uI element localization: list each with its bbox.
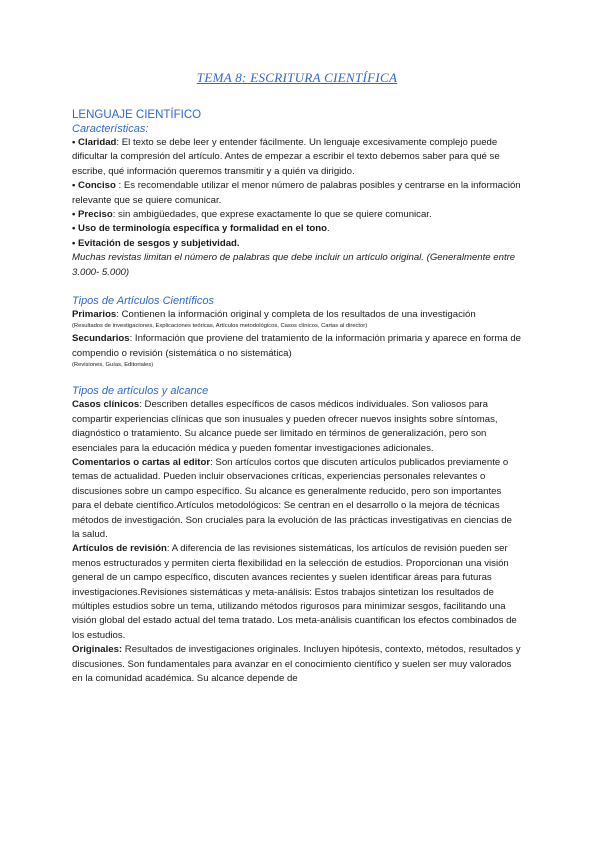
secundarios-paragraph: Secundarios: Información que proviene del tratamiento de la información primaria y aparece en forma de compendio o revisión (sistemática o no sistemática) [72,333,522,359]
tipos-heading: Tipos de Artículos Científicos [72,295,214,308]
item-conciso: • Conciso : Es recomendable utilizar el menor número de palabras posibles y centrarse en la información relevante que se quiere comunicar. [72,180,521,206]
revision-paragraph: Artículos de revisión: A diferencia de las revisiones sistemáticas, los artículos de revisión pueden ser menos estructurados y permiten cierta flexibilidad en la selección de estudios. Proporcionan una visión general de un campo específico, discuten avances recientes y suelen identificar áreas para futuras investigaciones.Revisiones sistemáticas y meta-análisis: Estos trabajos sintetizan los resultados de múltiples estudios sobre un tema, utilizando métodos rigurosos para minimizar sesgos, facilitando una visión global del estado actual del tema tratado. Los meta-análisis cuantifican los efectos combinados de los estudios. [72,543,517,641]
item-preciso: • Preciso: sin ambigüedades, que exprese exactamente lo que se quiere comunicar. [72,209,432,221]
item-terminologia: • Uso de terminología específica y formalidad en el tono. [72,223,330,235]
lenguaje-heading: LENGUAJE CIENTÍFICO [72,109,202,121]
primarios-paragraph: Primarios: Contienen la información original y completa de los resultados de una investigación [72,309,476,321]
originales-paragraph: Originales: Resultados de investigaciones originales. Incluyen hipótesis, contexto, métodos, resultados y discusiones. Son fundamentales para avanzar en el conocimiento científico y suelen ser muy valorados en la comunidad académica. Su alcance depende de [72,644,521,684]
lenguaje-section [72,108,522,280]
alcance-section [72,384,522,686]
alcance-heading: Tipos de artículos y alcance [72,385,209,398]
document-title: TEMA 8: ESCRITURA CIENTÍFICA [196,70,398,85]
casos-clinicos-paragraph: Casos clínicos: Describen detalles específicos de casos médicos individuales. Son valiosos para compartir experiencias clínicas que son inusuales y pueden ofrecer nuevos insights sobre síntomas, diagnóstico o tratamiento. Su alcance puede ser limitado en términos de generalización, pero son esenciales para la educación médica y pueden fomentar investigaciones adicionales. [72,399,498,454]
word-limit-note: Muchas revistas limitan el número de palabras que debe incluir un artículo original. (Generalmente entre 3.000- 5.000) [72,252,516,278]
caracteristicas-subheading: Características: [72,123,149,135]
item-claridad: • Claridad: El texto se debe leer y entender fácilmente. Un lenguaje excesivamente complejo puede dificultar la compresión del artículo. Antes de empezar a escribir el texto debemos saber para qué se escribe, qué información queremos transmitir y a quién va dirigido. [72,137,500,177]
item-sesgos: • Evitación de sesgos y subjetividad. [72,237,240,249]
tipos-section [72,294,522,370]
primarios-examples: (Resultados de investigaciones, Explicaciones teóricas, Artículos metodológicos, Casos clínicos, Cartas al director) [72,323,368,330]
secundarios-examples: (Revisiones, Guías, Editoriales) [72,362,154,369]
document-page [72,70,522,700]
comentarios-paragraph: Comentarios o cartas al editor: Son artículos cortos que discuten artículos publicados previamente o temas de actualidad. Pueden incluir observaciones críticas, experiencias personales relevantes o discusiones sobre un campo específico. Su alcance es generalmente reducido, pero son importantes para el debate científico.Artículos metodológicos: Se centran en el desarrollo o la mejora de técnicas métodos de investigación. Son cruciales para la evolución de las prácticas investigativas en ciencias de la salud. [72,456,512,540]
